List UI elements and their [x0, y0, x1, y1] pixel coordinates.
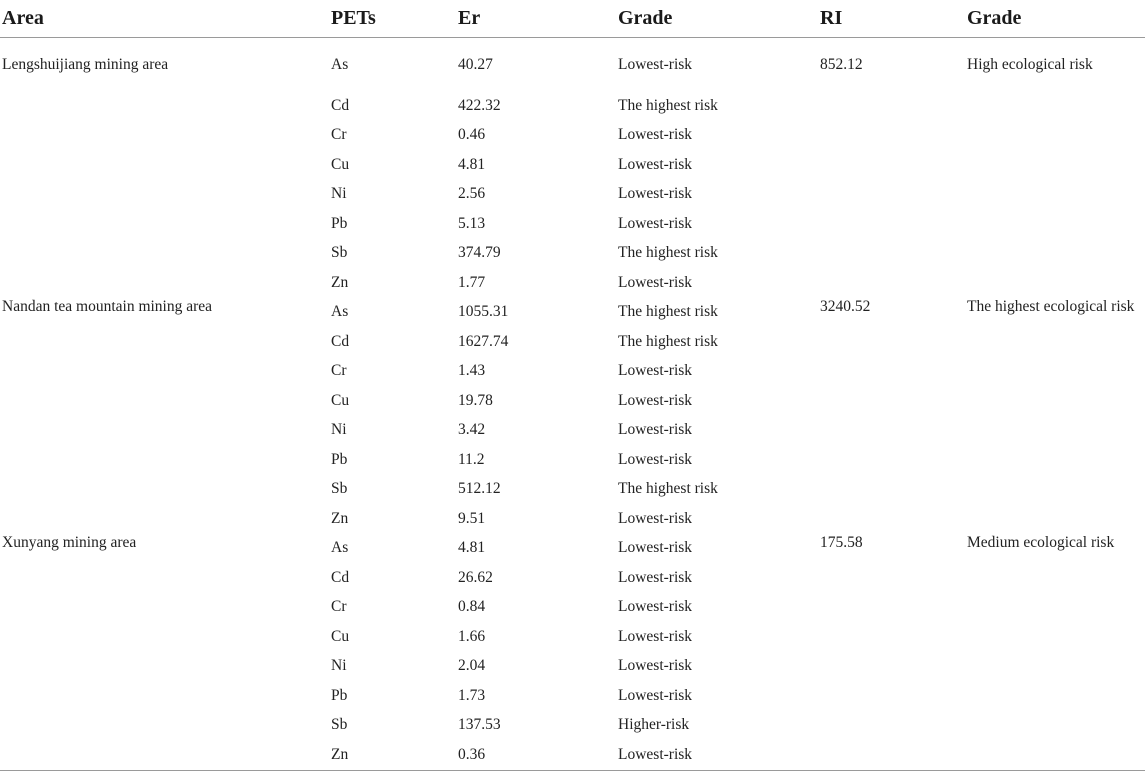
er-cell: 1.66: [458, 627, 486, 645]
table-row: [0, 268, 1145, 298]
header-row: [0, 0, 1145, 38]
table-row: [0, 209, 1145, 239]
ri-cell: [818, 121, 965, 151]
ri-grade-cell: [965, 180, 1145, 210]
table-row: [0, 121, 1145, 151]
grade-cell: Lowest-risk: [618, 185, 693, 203]
area-cell: [0, 445, 329, 475]
area-cell: [0, 91, 329, 121]
area-cell: Nandan tea mountain mining area: [2, 297, 213, 315]
header-pets: PETs: [329, 0, 456, 38]
ri-cell: [818, 681, 965, 711]
grade-cell: Lowest-risk: [618, 421, 693, 439]
grade-cell: Lowest-risk: [618, 598, 693, 616]
grade-cell: Lowest-risk: [618, 627, 693, 645]
ri-grade-cell: The highest ecological risk: [967, 297, 1135, 315]
ri-cell: [818, 91, 965, 121]
table-row: [0, 681, 1145, 711]
er-cell: 26.62: [458, 568, 493, 586]
table-row: [0, 740, 1145, 770]
ri-grade-cell: [965, 504, 1145, 534]
er-cell: 3.42: [458, 421, 486, 439]
area-cell: [0, 416, 329, 446]
area-cell: [0, 150, 329, 180]
ri-cell: [818, 239, 965, 269]
grade-cell: Lowest-risk: [618, 686, 693, 704]
area-cell: [0, 593, 329, 623]
table-row: [0, 504, 1145, 534]
ri-grade-cell: [965, 386, 1145, 416]
pet-cell: Zn: [329, 740, 456, 770]
area-cell: [0, 268, 329, 298]
er-cell: 9.51: [458, 509, 486, 527]
grade-cell: The highest risk: [618, 96, 718, 114]
table-row: [0, 534, 1145, 564]
table-row: [0, 475, 1145, 505]
ri-cell: 852.12: [820, 55, 863, 73]
ri-cell: [818, 180, 965, 210]
pet-cell: Sb: [331, 244, 348, 262]
table-row: [0, 622, 1145, 652]
pet-cell: As: [331, 303, 349, 321]
pet-cell: Cu: [331, 627, 350, 645]
pet-cell: Cu: [331, 391, 350, 409]
table-row: [0, 327, 1145, 357]
pet-cell: Sb: [331, 480, 348, 498]
table-row: [0, 386, 1145, 416]
ri-grade-cell: [965, 268, 1145, 298]
ri-grade-cell: [965, 209, 1145, 239]
grade-cell: Lowest-risk: [618, 214, 693, 232]
table-row: [0, 91, 1145, 121]
er-cell: 1627.74: [458, 332, 509, 350]
er-cell: 422.32: [458, 96, 501, 114]
ri-cell: [818, 445, 965, 475]
ri-grade-cell: [965, 416, 1145, 446]
area-cell: [0, 180, 329, 210]
grade-cell: Lowest-risk: [618, 450, 693, 468]
ri-grade-cell: [965, 622, 1145, 652]
pet-cell: As: [331, 539, 349, 557]
ri-grade-cell: [965, 681, 1145, 711]
pet-cell: Cd: [331, 96, 350, 114]
table-row: [0, 357, 1145, 387]
grade-cell: Lowest-risk: [618, 391, 693, 409]
er-cell: 137.53: [458, 716, 501, 734]
grade-cell: Lowest-risk: [618, 568, 693, 586]
ri-cell: [818, 150, 965, 180]
pet-cell: Cr: [331, 598, 347, 616]
ri-grade-cell: [965, 652, 1145, 682]
area-cell: [0, 563, 329, 593]
area-cell: [0, 740, 329, 770]
pet-cell: Ni: [331, 185, 347, 203]
ri-grade-cell: [965, 445, 1145, 475]
pet-cell: Cr: [331, 362, 347, 380]
ri-cell: 3240.52: [820, 297, 871, 315]
ri-grade-cell: [965, 239, 1145, 269]
ri-cell: [818, 327, 965, 357]
er-cell: 2.56: [458, 185, 486, 203]
table-row: [0, 150, 1145, 180]
header-area: Area: [0, 0, 329, 38]
grade-cell: Lowest-risk: [618, 362, 693, 380]
ri-grade-cell: Medium ecological risk: [967, 533, 1115, 551]
grade-cell: The highest risk: [618, 332, 718, 350]
grade-cell: The highest risk: [618, 480, 718, 498]
grade-cell: Lowest-risk: [618, 273, 693, 291]
er-cell: 4.81: [458, 539, 486, 557]
area-cell: [0, 622, 329, 652]
er-cell: 4.81: [458, 155, 486, 173]
ri-cell: [818, 504, 965, 534]
table-row: [0, 298, 1145, 328]
grade-cell: Lowest-risk: [618, 155, 693, 173]
table-row: [0, 593, 1145, 623]
table-row: [0, 563, 1145, 593]
pet-cell: Pb: [331, 450, 348, 468]
grade-cell: Lowest-risk: [616, 740, 818, 770]
ri-grade-cell: [965, 327, 1145, 357]
grade-cell: The highest risk: [618, 303, 718, 321]
er-cell: 19.78: [458, 391, 493, 409]
table-row: [0, 711, 1145, 741]
ri-grade-cell: [965, 121, 1145, 151]
area-cell: Lengshuijiang mining area: [2, 55, 169, 73]
grade-cell: Lowest-risk: [618, 509, 693, 527]
ri-grade-cell: [965, 593, 1145, 623]
pet-cell: Zn: [331, 509, 349, 527]
er-cell: 0.84: [458, 598, 486, 616]
grade-cell: The highest risk: [618, 244, 718, 262]
ri-cell: [818, 209, 965, 239]
area-cell: [0, 652, 329, 682]
er-cell: 374.79: [458, 244, 501, 262]
ri-cell: [818, 593, 965, 623]
er-cell: 11.2: [458, 450, 485, 468]
area-cell: [0, 239, 329, 269]
er-cell: 512.12: [458, 480, 501, 498]
header-er: Er: [456, 0, 616, 38]
pet-cell: Pb: [331, 214, 348, 232]
er-cell: 1.77: [458, 273, 486, 291]
grade-cell: Lowest-risk: [618, 126, 693, 144]
area-cell: Xunyang mining area: [2, 533, 137, 551]
ri-cell: [818, 475, 965, 505]
pet-cell: Ni: [331, 421, 347, 439]
ri-cell: [818, 386, 965, 416]
grade-cell: Lowest-risk: [618, 657, 693, 675]
table-row: [0, 416, 1145, 446]
ri-grade-cell: [965, 563, 1145, 593]
area-cell: [0, 504, 329, 534]
table-row: [0, 180, 1145, 210]
pet-cell: Cr: [331, 126, 347, 144]
table-row: [0, 652, 1145, 682]
er-cell: 0.36: [456, 740, 616, 770]
area-cell: [0, 357, 329, 387]
ri-grade-cell: High ecological risk: [967, 55, 1093, 73]
ri-cell: [818, 711, 965, 741]
table-row: [0, 445, 1145, 475]
er-cell: 5.13: [458, 214, 486, 232]
er-cell: 40.27: [458, 55, 493, 73]
header-grade: Grade: [616, 0, 818, 38]
table-row: [0, 239, 1145, 269]
ri-grade-cell: [965, 91, 1145, 121]
ri-cell: 175.58: [820, 533, 863, 551]
area-cell: [0, 327, 329, 357]
grade-cell: Lowest-risk: [618, 539, 693, 557]
ri-cell: [818, 357, 965, 387]
ri-cell: [818, 563, 965, 593]
ri-grade-cell: [965, 740, 1145, 770]
header-ri-grade: Grade: [965, 0, 1145, 38]
area-cell: [0, 681, 329, 711]
grade-cell: Lowest-risk: [618, 55, 693, 73]
ri-grade-cell: [965, 357, 1145, 387]
pet-cell: Zn: [331, 273, 349, 291]
area-cell: [0, 209, 329, 239]
area-cell: [0, 475, 329, 505]
ri-grade-cell: [965, 475, 1145, 505]
pet-cell: Cu: [331, 155, 350, 173]
ri-cell: [818, 652, 965, 682]
area-cell: [0, 121, 329, 151]
pet-cell: Cd: [331, 332, 350, 350]
ri-cell: [818, 622, 965, 652]
pet-cell: Pb: [331, 686, 348, 704]
er-cell: 1.73: [458, 686, 486, 704]
pet-cell: As: [331, 55, 349, 73]
table-body: [0, 38, 1145, 771]
er-cell: 0.46: [458, 126, 486, 144]
er-cell: 2.04: [458, 657, 486, 675]
pet-cell: Ni: [331, 657, 347, 675]
area-cell: [0, 386, 329, 416]
ri-cell: [818, 416, 965, 446]
table-header: [0, 0, 1145, 38]
header-ri: RI: [818, 0, 965, 38]
ri-grade-cell: [965, 711, 1145, 741]
pet-cell: Cd: [331, 568, 350, 586]
pet-cell: Sb: [331, 716, 348, 734]
er-cell: 1.43: [458, 362, 486, 380]
area-cell: [0, 711, 329, 741]
ri-grade-cell: [965, 150, 1145, 180]
ri-cell: [818, 740, 965, 770]
grade-cell: Higher-risk: [618, 716, 690, 734]
ri-cell: [818, 268, 965, 298]
table-row: [0, 38, 1145, 92]
er-cell: 1055.31: [458, 303, 509, 321]
